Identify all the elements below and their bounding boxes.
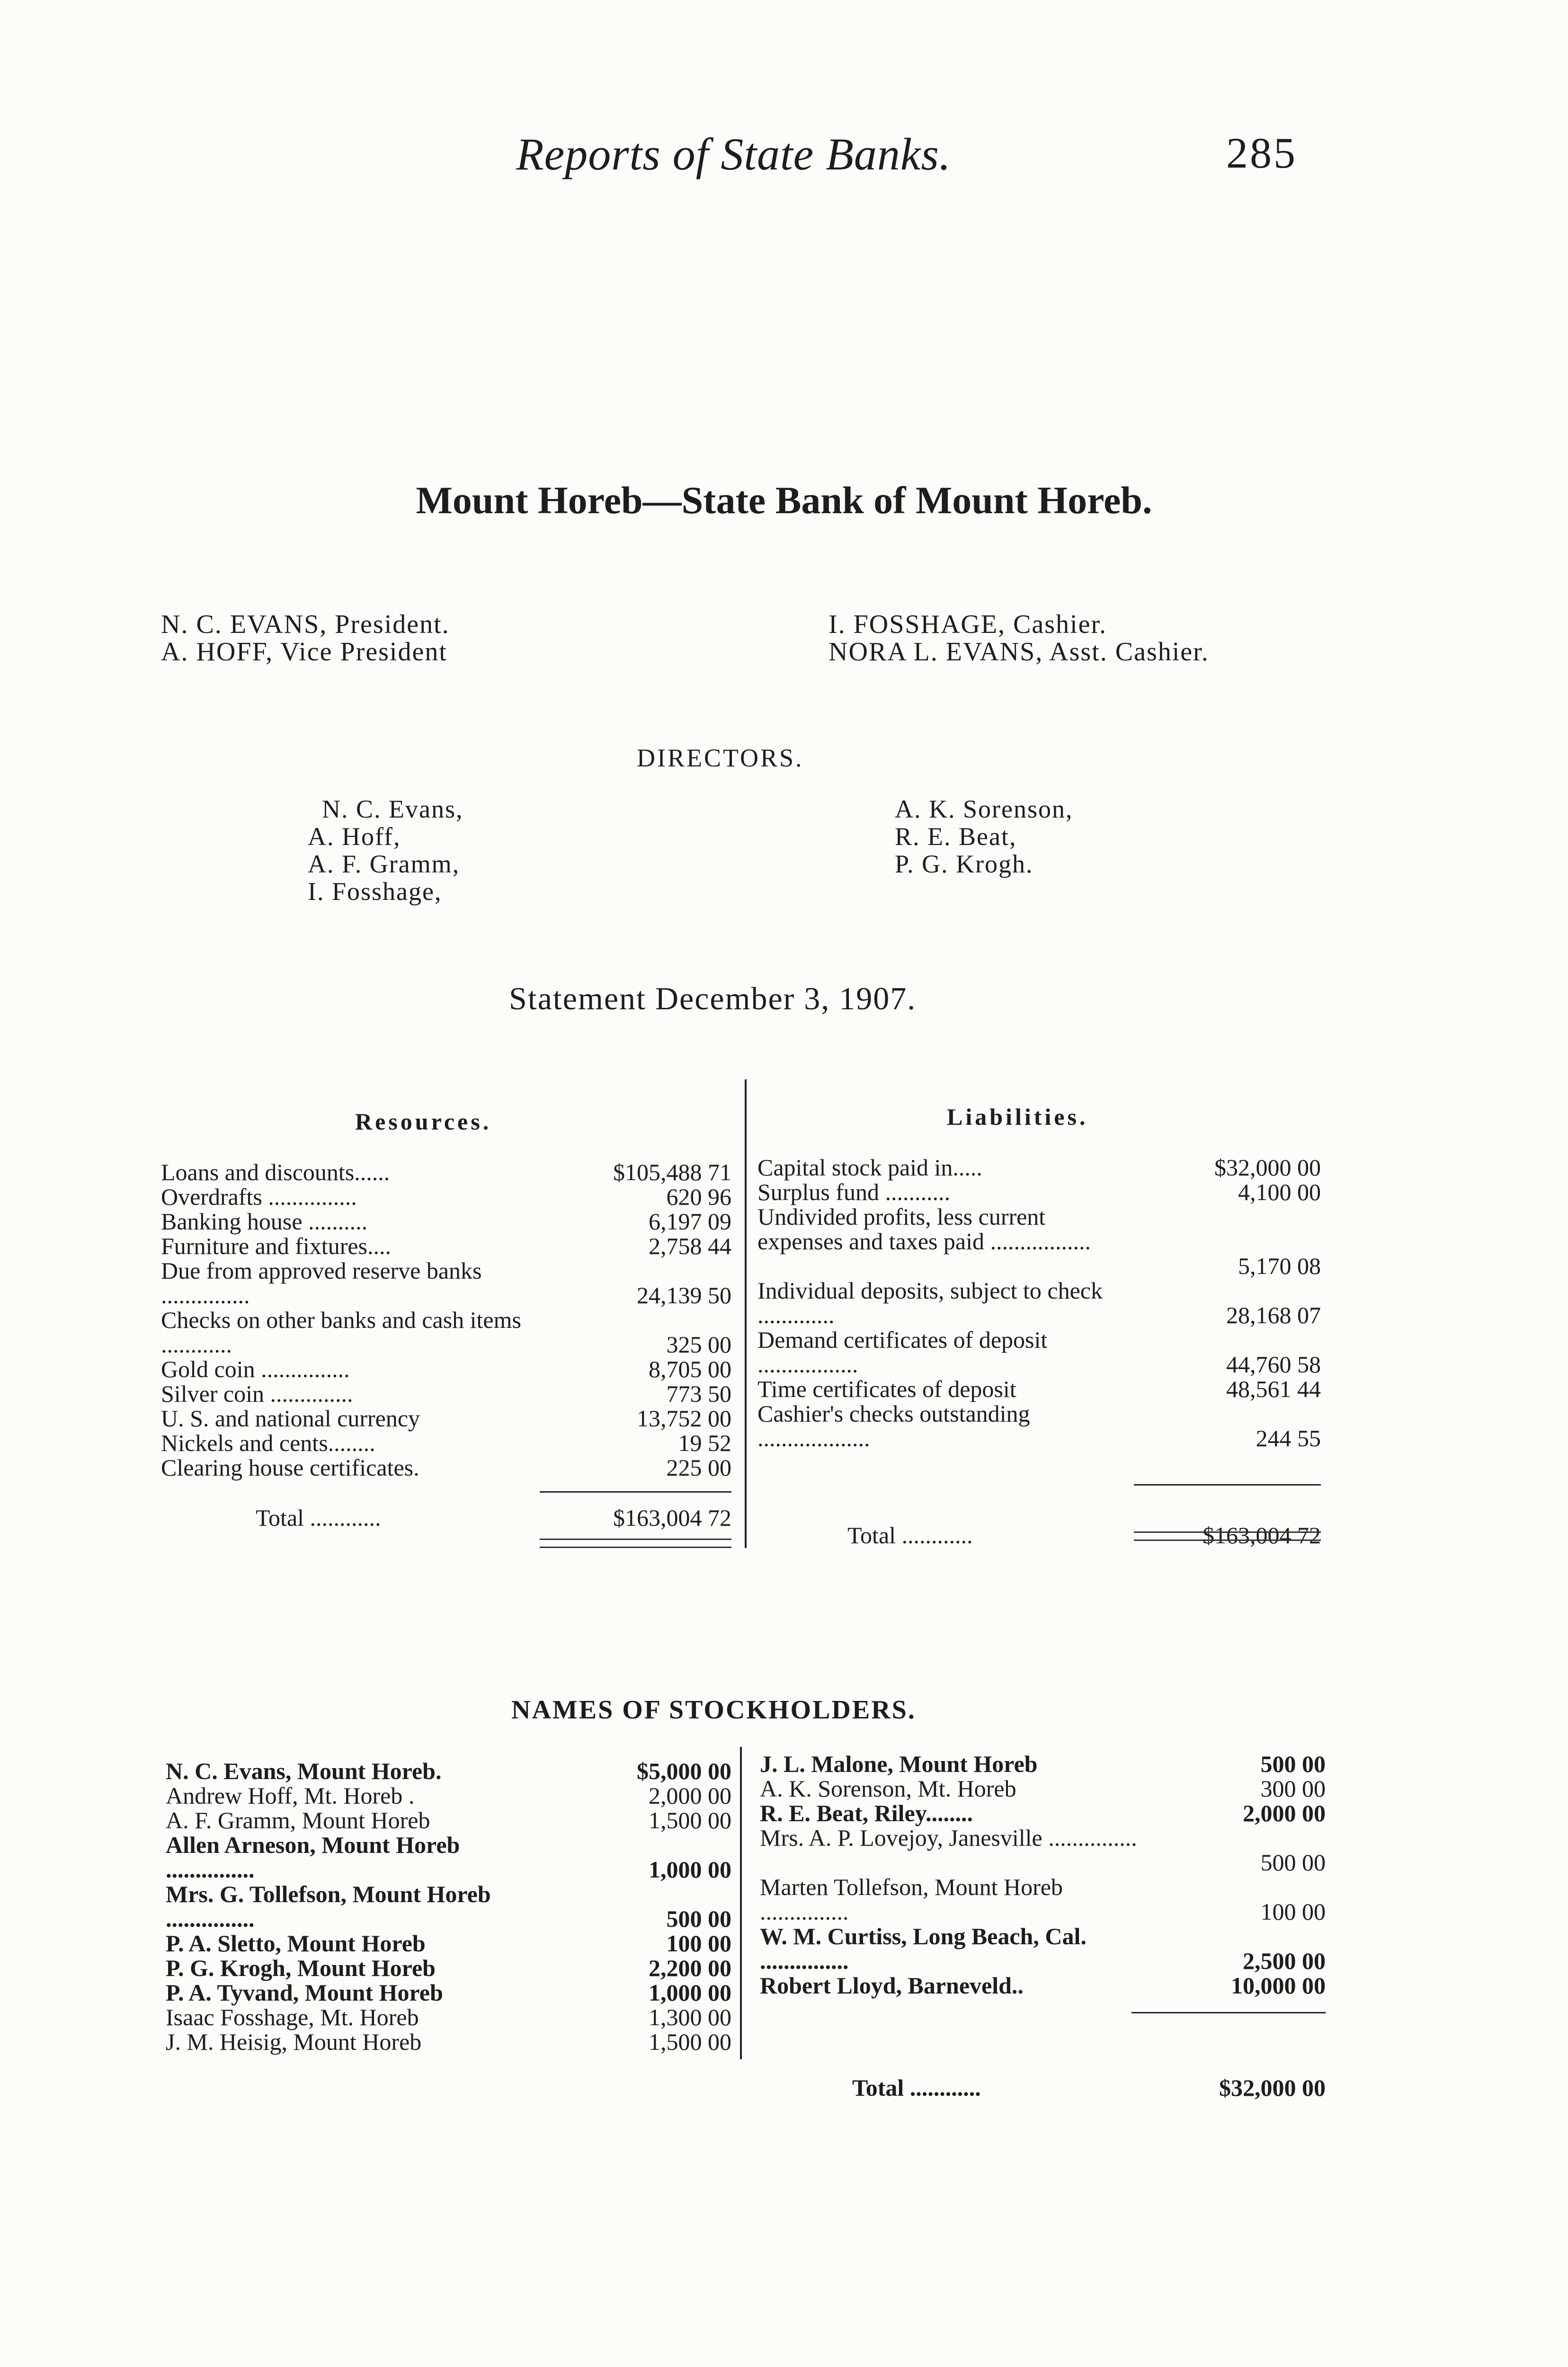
stockholder-name: A. K. Sorenson, Mt. Horeb [760, 1775, 1016, 1802]
stockholder-name: J. M. Heisig, Mount Horeb [166, 2029, 422, 2055]
stockholder-amount: 1,500 00 [649, 2029, 731, 2055]
table-row [757, 1180, 1321, 1204]
liabilities-heading: Liabilities. [947, 1103, 1088, 1130]
stockholder-name: Mrs. G. Tollefson, Mount Horeb ............... [166, 1881, 491, 1932]
table-row [757, 1204, 1321, 1278]
table-row [161, 1406, 731, 1431]
stockholder-name: P. A. Tyvand, Mount Horeb [166, 1979, 443, 2006]
stockholder-amount: 1,500 00 [649, 1807, 731, 1833]
list-item [166, 1931, 731, 1956]
officer-assistant-cashier: NORA L. EVANS, Asst. Cashier. [829, 637, 1209, 667]
director-name: N. C. Evans, [322, 795, 463, 823]
list-item [760, 1973, 1326, 1998]
stockholder-amount: 2,200 00 [649, 1955, 731, 1981]
director-name: A. K. Sorenson, [895, 795, 1073, 823]
total-rule [1134, 1484, 1321, 1486]
table-row [757, 1155, 1321, 1180]
stockholders-total-row [852, 2075, 1326, 2100]
row-amount: 19 52 [678, 1430, 731, 1456]
stockholder-name: Isaac Fosshage, Mt. Horeb [166, 2004, 419, 2030]
list-item [760, 1825, 1326, 1875]
row-label: Silver coin .............. [161, 1380, 353, 1407]
total-rule [1131, 2012, 1326, 2013]
stockholder-amount: 500 00 [1260, 1849, 1326, 1876]
row-amount: 24,139 50 [637, 1282, 731, 1308]
row-label: Checks on other banks and cash items ............ [161, 1307, 521, 1358]
column-divider [745, 1079, 747, 1548]
row-label: Time certificates of deposit [757, 1376, 1016, 1402]
row-amount: 225 00 [666, 1454, 731, 1481]
director-name: I. Fosshage, [308, 877, 442, 906]
liabilities-table [757, 1155, 1321, 1450]
stockholders-left-list [166, 1759, 731, 2054]
stockholder-amount: 300 00 [1260, 1775, 1326, 1802]
table-row [161, 1455, 731, 1480]
stockholder-amount: 100 00 [666, 1930, 731, 1957]
stockholder-name: A. F. Gramm, Mount Horeb [166, 1807, 430, 1833]
row-amount: 6,197 09 [649, 1208, 731, 1235]
row-label: Overdrafts ............... [161, 1184, 357, 1210]
row-label: Clearing house certificates. [161, 1454, 419, 1481]
total-label: Total ............ [847, 1522, 973, 1548]
stockholder-amount: $5,000 00 [637, 1758, 731, 1784]
stockholder-name: Robert Lloyd, Barneveld.. [760, 1972, 1024, 1999]
list-item [760, 1875, 1326, 1924]
page-number: 285 [1226, 129, 1297, 177]
row-amount: 620 96 [666, 1184, 731, 1210]
table-row [161, 1160, 731, 1184]
stockholder-amount: 2,000 00 [649, 1782, 731, 1809]
total-amount: $163,004 72 [1203, 1522, 1321, 1548]
stockholder-amount: 1,000 00 [649, 1856, 731, 1883]
row-amount: 5,170 08 [1238, 1253, 1321, 1279]
table-row [757, 1278, 1321, 1327]
table-row [161, 1234, 731, 1258]
director-name: A. Hoff, [308, 822, 401, 851]
bank-title: Mount Horeb—State Bank of Mount Horeb. [416, 479, 1152, 522]
row-label: Surplus fund ........... [757, 1179, 950, 1205]
row-amount: 325 00 [666, 1331, 731, 1358]
stockholder-name: W. M. Curtiss, Long Beach, Cal. ............... [760, 1923, 1087, 1974]
list-item [760, 1752, 1326, 1776]
double-rule [1134, 1531, 1321, 1541]
stockholder-amount: 1,300 00 [649, 2004, 731, 2030]
list-item [166, 1882, 731, 1931]
list-item [166, 1808, 731, 1833]
row-label: Demand certificates of deposit ................. [757, 1326, 1048, 1378]
row-amount: $105,488 71 [613, 1159, 731, 1185]
list-item [166, 2005, 731, 2029]
row-label: Gold coin ............... [161, 1356, 350, 1382]
row-amount: 44,760 58 [1226, 1351, 1321, 1378]
table-row [757, 1401, 1321, 1450]
list-item [166, 1783, 731, 1808]
table-row [161, 1184, 731, 1209]
column-divider [740, 1747, 742, 2059]
total-amount: $163,004 72 [613, 1504, 731, 1531]
resources-table [161, 1160, 731, 1480]
stockholder-name: Andrew Hoff, Mt. Horeb . [166, 1782, 415, 1809]
directors-heading: DIRECTORS. [637, 744, 804, 772]
row-amount: $32,000 00 [1214, 1154, 1321, 1181]
officer-president: N. C. EVANS, President. [161, 610, 450, 639]
row-label: Cashier's checks outstanding ................... [757, 1400, 1030, 1451]
officer-vice-president: A. HOFF, Vice President [161, 637, 447, 667]
stockholder-name: R. E. Beat, Riley........ [760, 1800, 973, 1826]
total-label: Total ............ [256, 1504, 381, 1531]
list-item [166, 1956, 731, 1980]
stockholder-amount: 2,000 00 [1243, 1800, 1326, 1826]
double-rule [540, 1539, 731, 1548]
stockholder-name: Allen Arneson, Mount Horeb ............... [166, 1832, 460, 1883]
table-row [757, 1327, 1321, 1377]
running-title: Reports of State Banks. [516, 129, 951, 179]
stockholder-name: N. C. Evans, Mount Horeb. [166, 1758, 442, 1784]
total-rule [540, 1491, 731, 1493]
row-amount: 28,168 07 [1226, 1302, 1321, 1328]
list-item [760, 1801, 1326, 1825]
list-item [166, 2029, 731, 2054]
row-label: U. S. and national currency [161, 1405, 420, 1432]
list-item [166, 1759, 731, 1783]
row-amount: 4,100 00 [1238, 1179, 1321, 1205]
stockholder-name: Marten Tollefson, Mount Horeb ............... [760, 1874, 1063, 1925]
statement-title: Statement December 3, 1907. [509, 980, 917, 1016]
row-amount: 8,705 00 [649, 1356, 731, 1382]
row-amount: 773 50 [666, 1380, 731, 1407]
officer-cashier: I. FOSSHAGE, Cashier. [829, 610, 1107, 639]
resources-heading: Resources. [355, 1108, 492, 1135]
list-item [166, 1833, 731, 1882]
row-label: Due from approved reserve banks ............... [161, 1257, 482, 1308]
row-label: Individual deposits, subject to check ............. [757, 1277, 1103, 1328]
table-row [161, 1308, 731, 1357]
row-amount: 13,752 00 [637, 1405, 731, 1432]
stockholder-amount: 500 00 [1260, 1751, 1326, 1777]
total-amount: $32,000 00 [1219, 2074, 1326, 2101]
row-amount: 2,758 44 [649, 1233, 731, 1259]
list-item [760, 1776, 1326, 1801]
list-item [760, 1924, 1326, 1973]
stockholder-amount: 1,000 00 [649, 1979, 731, 2006]
stockholder-amount: 2,500 00 [1243, 1948, 1326, 1974]
row-label: Undivided profits, less current expenses and taxes paid ................. [757, 1203, 1091, 1255]
table-row [161, 1381, 731, 1406]
director-name: R. E. Beat, [895, 822, 1017, 851]
table-row [161, 1258, 731, 1308]
table-row [161, 1431, 731, 1455]
resources-total-row [256, 1505, 731, 1530]
director-name: P. G. Krogh. [895, 850, 1033, 878]
stockholders-right-list [760, 1752, 1326, 1998]
list-item [166, 1980, 731, 2005]
table-row [757, 1377, 1321, 1401]
row-amount: 48,561 44 [1226, 1376, 1321, 1402]
table-row [161, 1209, 731, 1234]
row-label: Nickels and cents........ [161, 1430, 375, 1456]
stockholder-amount: 100 00 [1260, 1898, 1326, 1925]
stockholder-amount: 10,000 00 [1231, 1972, 1326, 1999]
row-label: Loans and discounts...... [161, 1159, 390, 1185]
stockholder-amount: 500 00 [666, 1905, 731, 1932]
director-name: A. F. Gramm, [308, 850, 460, 878]
stockholder-name: P. A. Sletto, Mount Horeb [166, 1930, 426, 1957]
row-amount: 244 55 [1256, 1425, 1321, 1451]
stockholder-name: Mrs. A. P. Lovejoy, Janesville ............... [760, 1824, 1137, 1851]
row-label: Capital stock paid in..... [757, 1154, 982, 1181]
stockholder-name: J. L. Malone, Mount Horeb [760, 1751, 1038, 1777]
total-label: Total ............ [852, 2074, 981, 2101]
row-label: Furniture and fixtures.... [161, 1233, 392, 1259]
table-row [161, 1357, 731, 1381]
stockholder-name: P. G. Krogh, Mount Horeb [166, 1955, 436, 1981]
stockholders-heading: NAMES OF STOCKHOLDERS. [511, 1695, 916, 1725]
row-label: Banking house .......... [161, 1208, 368, 1235]
